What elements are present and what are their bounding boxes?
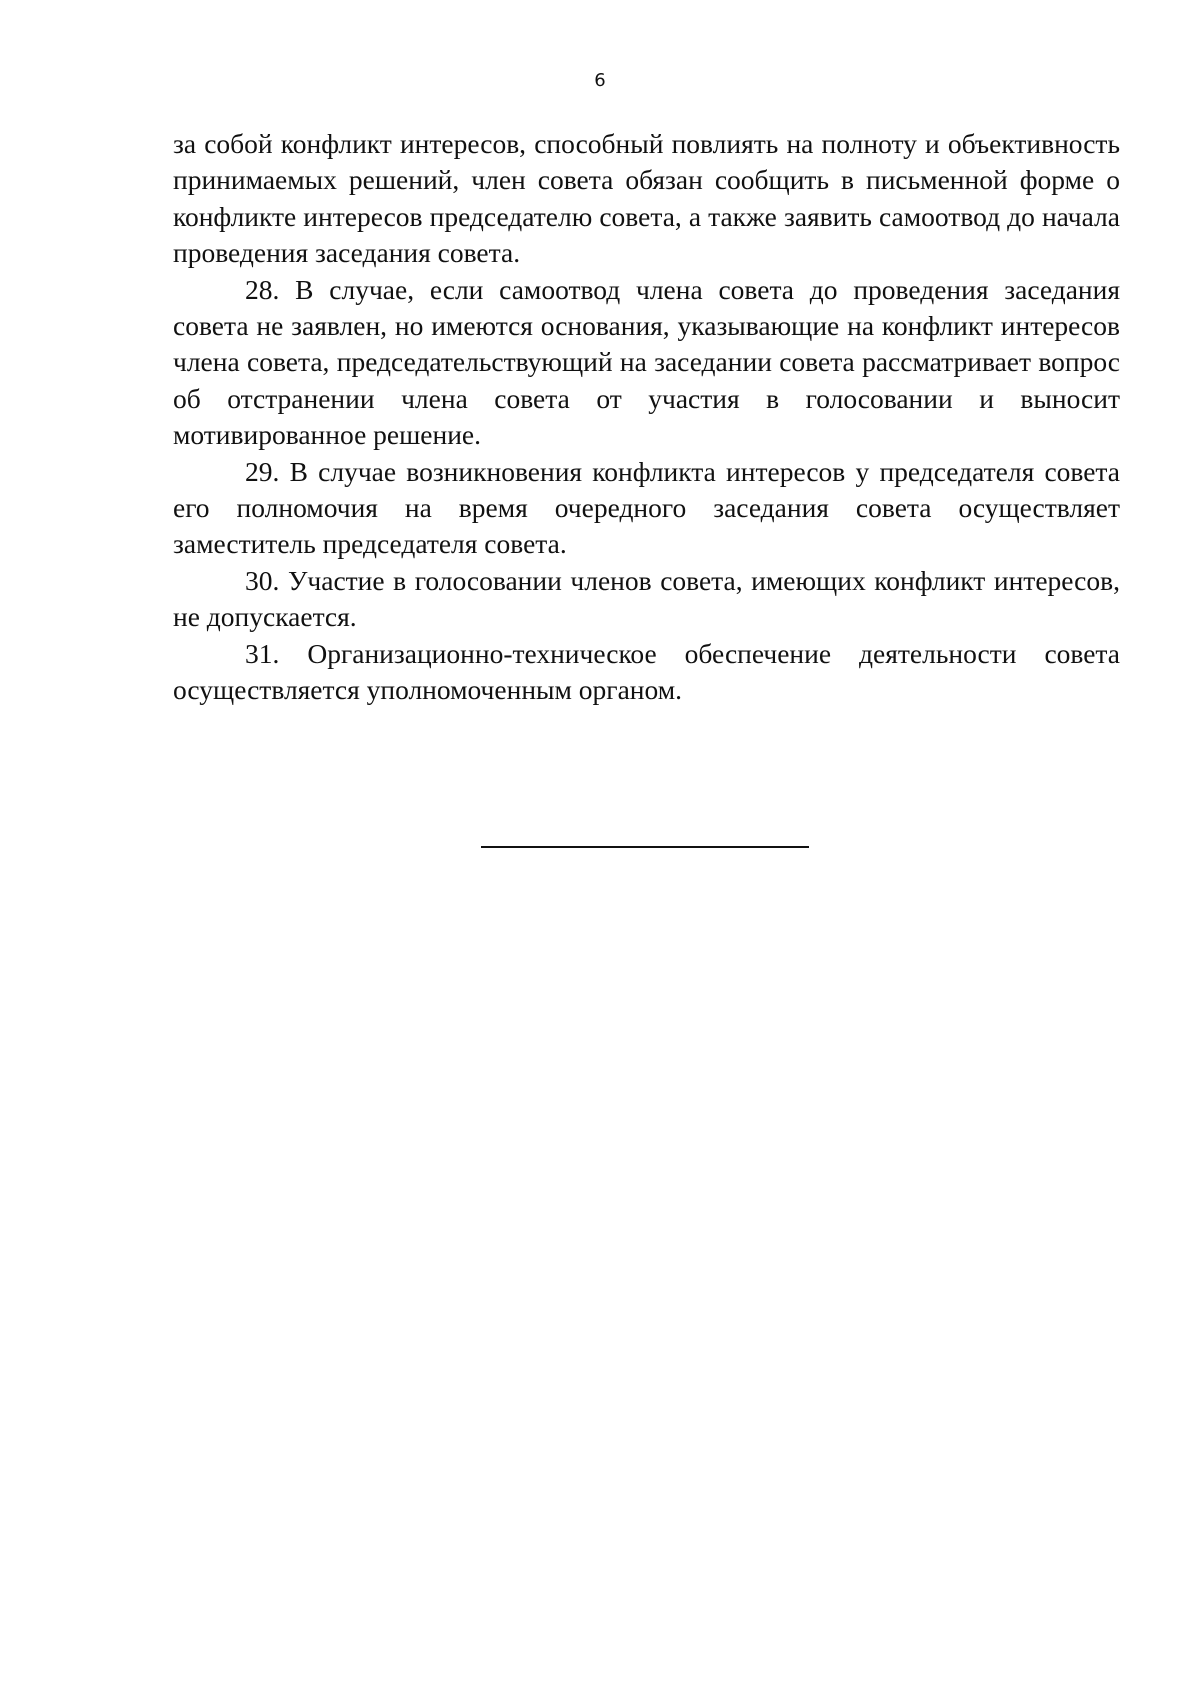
paragraph-31: 31. Организационно-техническое обеспечение деятельности совета осуществляется уполномоченным органом.	[173, 637, 1120, 706]
paragraph-continuation: за собой конфликт интересов, способный повлиять на полноту и объективность принимаемых решений, член совета обязан сообщить в письменной форме о конфликте интересов председателю совета, а также заявить самоотвод до начала проведения заседания совета.	[173, 128, 1120, 269]
paragraph-28: 28. В случае, если самоотвод члена совета до проведения заседания совета не заявлен, но имеются основания, указывающие на конфликт интересов члена совета, председательствующий на заседании совета рассматривает вопрос об отстранении члена совета от участия в голосовании и выносит мотивированное решение.	[173, 273, 1120, 451]
paragraph-30: 30. Участие в голосовании членов совета, имеющих конфликт интересов, не допускается.	[173, 564, 1120, 633]
document-body	[173, 126, 1120, 709]
paragraph-29: 29. В случае возникновения конфликта интересов у председателя совета его полномочия на время очередного заседания совета осуществляет заместитель председателя совета.	[173, 455, 1120, 560]
end-of-document-rule	[481, 846, 809, 848]
page-number: 6	[594, 70, 606, 91]
